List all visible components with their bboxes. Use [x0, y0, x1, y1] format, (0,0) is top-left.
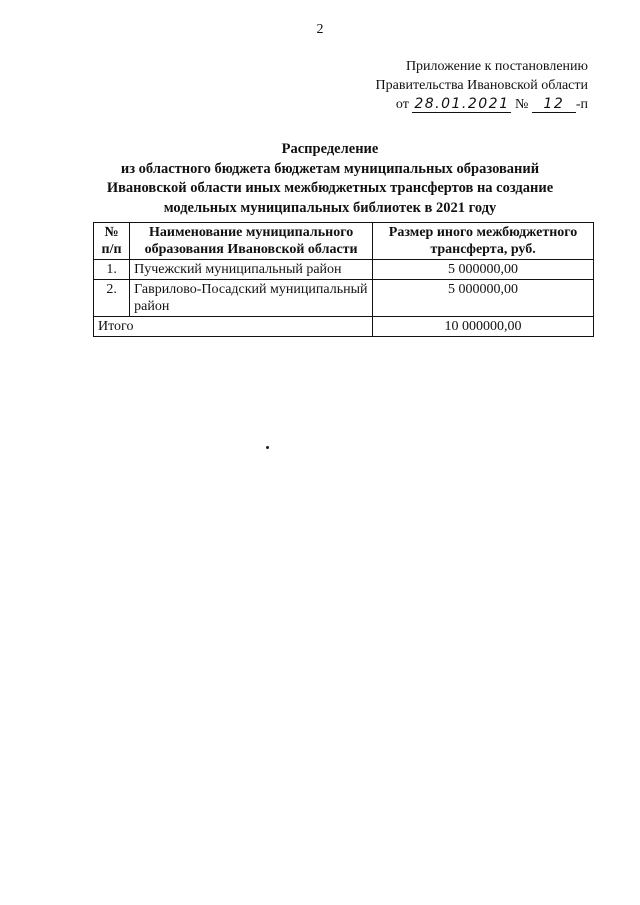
total-amount: 10 000000,00 [373, 317, 594, 337]
appendix-date: 28.01.2021 [414, 96, 510, 112]
title-line-1: Распределение [281, 141, 379, 157]
page-number: 2 [316, 22, 324, 37]
scan-speck [266, 446, 269, 449]
appendix-line-3 [288, 95, 588, 114]
table-header-row [94, 223, 594, 260]
document-title [60, 140, 600, 218]
header-name: Наименование муниципального образования Ивановской области [130, 223, 373, 260]
title-line-2: из областного бюджета бюджетам муниципальных образований [120, 160, 540, 177]
distribution-table [93, 222, 594, 337]
total-label: Итого [94, 317, 373, 337]
title-line-4: модельных муниципальных библиотек в 2021 году [163, 199, 497, 216]
appendix-number-sign: № [514, 97, 529, 112]
header-num: № п/п [94, 223, 130, 260]
header-amount: Размер иного межбюджетного трансферта, руб. [373, 223, 594, 260]
appendix-line-2: Правительства Ивановской области [375, 78, 588, 93]
row-name: Гаврилово-Посадский муниципальный район [130, 280, 373, 317]
appendix-number-suffix: -п [575, 97, 588, 112]
table-total-row [94, 317, 594, 337]
title-line-3: Ивановской области иных межбюджетных трансфертов на создание [106, 180, 554, 196]
row-amount: 5 000000,00 [373, 260, 594, 280]
row-name: Пучежский муниципальный район [130, 260, 373, 280]
row-amount: 5 000000,00 [373, 280, 594, 317]
appendix-line-1: Приложение к постановлению [405, 59, 588, 74]
row-num: 2. [94, 280, 130, 317]
appendix-block [288, 57, 588, 114]
table-row [94, 280, 594, 317]
appendix-number: 12 [532, 97, 576, 113]
row-num: 1. [94, 260, 130, 280]
table-row [94, 260, 594, 280]
appendix-date-prefix: от [395, 97, 409, 112]
